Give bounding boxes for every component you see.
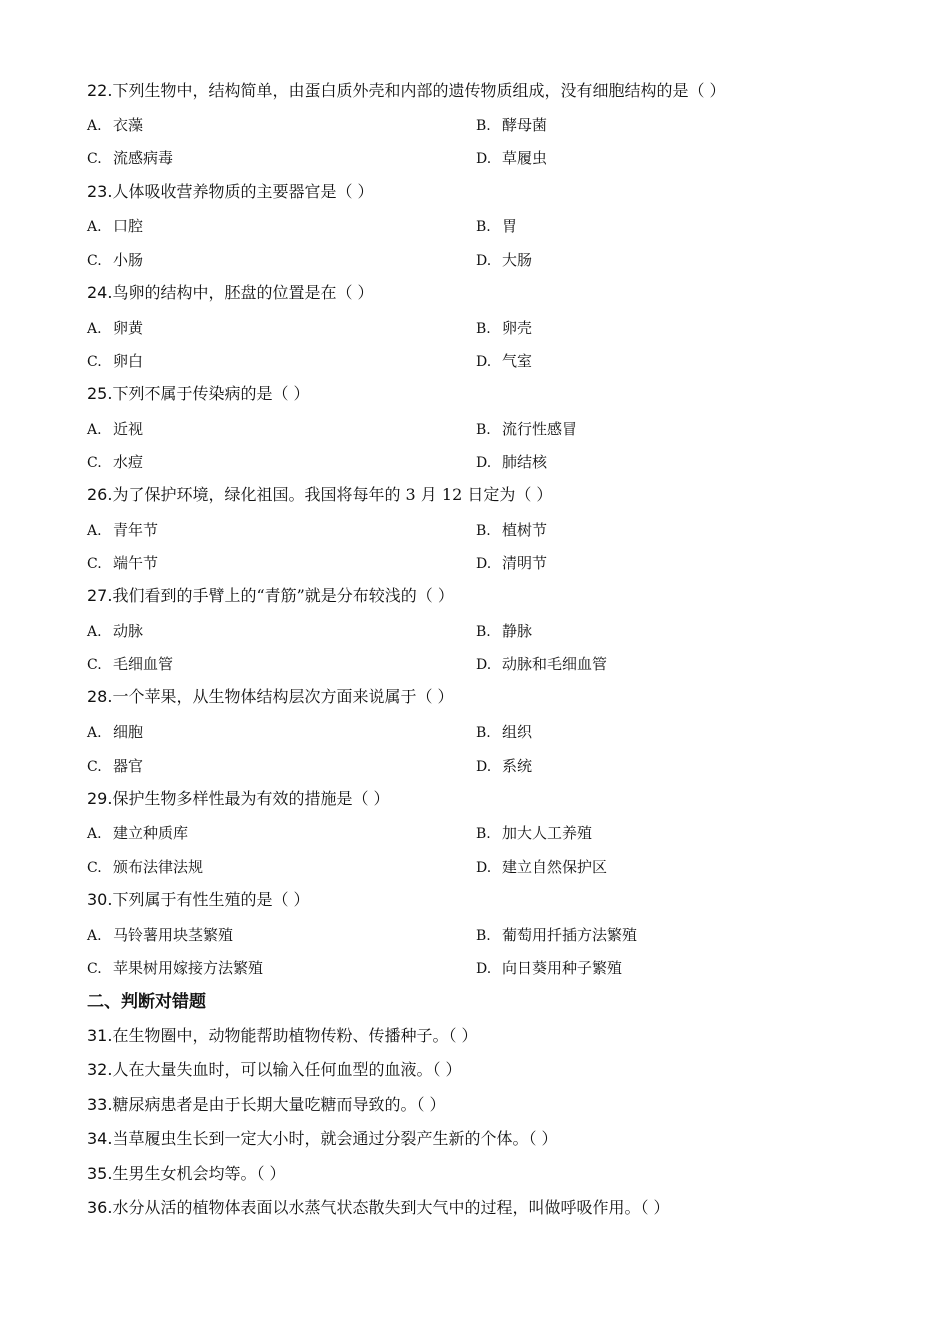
question-24 <box>87 282 374 304</box>
question-28 <box>87 686 454 708</box>
option-a: A. 建立种质库 <box>87 824 189 842</box>
option-a: A. 马铃薯用块茎繁殖 <box>87 926 234 944</box>
question-text: .人在大量失血时，可以输入任何血型的血液。（ ） <box>107 1060 462 1079</box>
option-b: B. 静脉 <box>476 622 533 640</box>
question-text: .下列不属于传染病的是（ ） <box>107 384 310 403</box>
question-text: .糖尿病患者是由于长期大量吃糖而导致的。（ ） <box>107 1095 446 1114</box>
question-text: .保护生物多样性最为有效的措施是（ ） <box>107 789 390 808</box>
section-title: 二、判断对错题 <box>87 992 206 1012</box>
option-a: A. 卵黄 <box>87 319 144 337</box>
question-text: .人体吸收营养物质的主要器官是（ ） <box>107 182 374 201</box>
option-a: A. 口腔 <box>87 217 144 235</box>
option-d: D. 气室 <box>476 352 533 370</box>
option-d: D. 大肠 <box>476 251 533 269</box>
option-c: C. 流感病毒 <box>87 149 174 167</box>
option-b: B. 卵壳 <box>476 319 533 337</box>
option-c: C. 苹果树用嫁接方法繁殖 <box>87 959 264 977</box>
option-c: C. 端午节 <box>87 554 159 572</box>
option-b: B. 酵母菌 <box>476 116 548 134</box>
option-a: A. 青年节 <box>87 521 159 539</box>
option-a: A. 近视 <box>87 420 144 438</box>
question-number: 22 <box>87 81 108 100</box>
question-number: 25 <box>87 384 108 403</box>
question-27 <box>87 585 454 607</box>
option-c: C. 水痘 <box>87 453 144 471</box>
question-22 <box>87 80 726 102</box>
question-text: .下列属于有性生殖的是（ ） <box>107 890 310 909</box>
question-number: 32 <box>87 1060 108 1079</box>
question-23 <box>87 181 374 203</box>
option-b: B. 胃 <box>476 217 518 235</box>
question-text: .在生物圈中，动物能帮助植物传粉、传播种子。（ ） <box>107 1026 478 1045</box>
option-b: B. 组织 <box>476 723 533 741</box>
option-c: C. 卵白 <box>87 352 144 370</box>
question-number: 23 <box>87 182 108 201</box>
option-d: D. 向日葵用种子繁殖 <box>476 959 623 977</box>
option-b: B. 加大人工养殖 <box>476 824 593 842</box>
question-32 <box>87 1059 462 1081</box>
option-d: D. 系统 <box>476 757 533 775</box>
option-c: C. 器官 <box>87 757 144 775</box>
question-text: .生男生女机会均等。（ ） <box>107 1164 286 1183</box>
question-31 <box>87 1025 478 1047</box>
question-number: 35 <box>87 1164 108 1183</box>
question-number: 31 <box>87 1026 108 1045</box>
question-text: .下列生物中，结构简单，由蛋白质外壳和内部的遗传物质组成，没有细胞结构的是（ ） <box>107 81 726 100</box>
option-d: D. 清明节 <box>476 554 548 572</box>
question-text: .水分从活的植物体表面以水蒸气状态散失到大气中的过程，叫做呼吸作用。（ ） <box>107 1198 670 1217</box>
question-text: .当草履虫生长到一定大小时，就会通过分裂产生新的个体。（ ） <box>107 1129 558 1148</box>
option-c: C. 小肠 <box>87 251 144 269</box>
question-33 <box>87 1094 446 1116</box>
question-number: 26 <box>87 485 108 504</box>
option-d: D. 动脉和毛细血管 <box>476 655 608 673</box>
option-a: A. 动脉 <box>87 622 144 640</box>
question-text: .我们看到的手臂上的“青筋”就是分布较浅的（ ） <box>107 586 454 605</box>
question-text: .一个苹果，从生物体结构层次方面来说属于（ ） <box>107 687 454 706</box>
question-number: 33 <box>87 1095 108 1114</box>
question-29 <box>87 788 390 810</box>
question-30 <box>87 889 310 911</box>
question-number: 28 <box>87 687 108 706</box>
question-number: 36 <box>87 1198 108 1217</box>
question-number: 30 <box>87 890 108 909</box>
question-number: 34 <box>87 1129 108 1148</box>
option-d: D. 草履虫 <box>476 149 548 167</box>
question-26 <box>87 484 552 506</box>
question-36 <box>87 1197 670 1219</box>
option-b: B. 流行性感冒 <box>476 420 578 438</box>
question-34 <box>87 1128 558 1150</box>
option-b: B. 葡萄用扦插方法繁殖 <box>476 926 638 944</box>
question-number: 24 <box>87 283 108 302</box>
question-number: 29 <box>87 789 108 808</box>
option-c: C. 毛细血管 <box>87 655 174 673</box>
question-text: .鸟卵的结构中，胚盘的位置是在（ ） <box>107 283 374 302</box>
question-text: .为了保护环境，绿化祖国。我国将每年的 3 月 12 日定为（ ） <box>107 485 553 504</box>
question-25 <box>87 383 310 405</box>
option-a: A. 细胞 <box>87 723 144 741</box>
option-a: A. 衣藻 <box>87 116 144 134</box>
option-b: B. 植树节 <box>476 521 548 539</box>
question-number: 27 <box>87 586 108 605</box>
question-35 <box>87 1163 286 1185</box>
option-d: D. 建立自然保护区 <box>476 858 608 876</box>
option-d: D. 肺结核 <box>476 453 548 471</box>
option-c: C. 颁布法律法规 <box>87 858 204 876</box>
